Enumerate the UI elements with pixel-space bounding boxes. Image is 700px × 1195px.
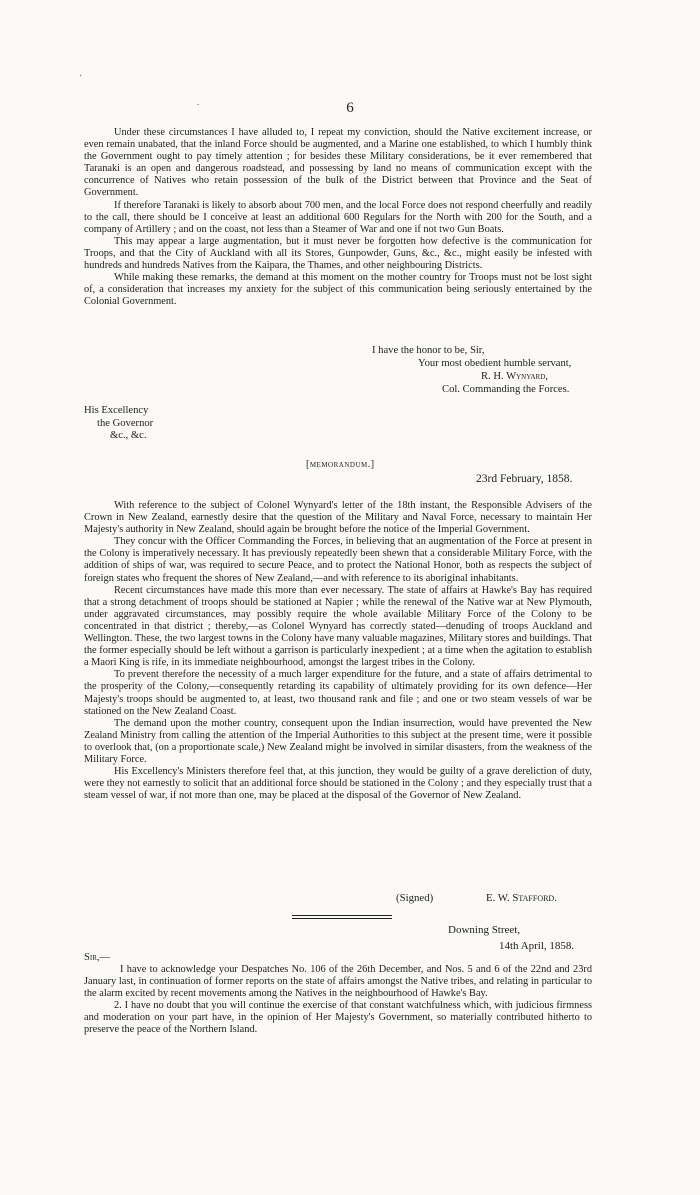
letter-closing <box>372 344 571 396</box>
signatory-name: R. H. Wynyard, <box>481 371 548 382</box>
signatory-title: Col. Commanding the Forces. <box>442 384 570 395</box>
memo-paragraph: To prevent therefore the necessity of a much larger expenditure for the future, and a state of affairs detrimental to the prosperity of the Colony,—consequently retarding its capability of ultimately providing for its own defence—Her Majesty's troops should be augmented to, at least, two thousand rank and file ; and one or two steam vessels of war be stationed on the New Zealand Coast. <box>84 669 592 717</box>
memo-paragraph: Recent circumstances have made this more than ever necessary. The state of affairs at Hawke's Bay has required that a strong detachment of troops should be stationed at Napier ; while the renewal of the Native war at New Plymouth, under aggravated circumstances, may possibly require the whole available Military Force of the Colony to be concentrated in that district ; thereby,—as Colonel Wynyard has correctly stated—denuding of troops Auckland and Wellington. These, the two largest towns in the Colony have many valuable magazines, Military stores and buildings. That the former especially should be left without a garrison is particularly inexpedient ; at a time when the agitation to establish a Maori King is rife, in its immediate neighbourhood, amongst the largest tribes in the Colony. <box>84 584 592 669</box>
dispatch-paragraph: 2. I have no doubt that you will continue the exercise of that constant watchfulness which, with judicious firmness and moderation on your part have, in the opinion of Her Majesty's Government, so materially contributed hitherto to preserve the peace of the Northern Island. <box>84 1000 592 1036</box>
section-divider <box>292 915 392 916</box>
memorandum-heading: [memorandum.] <box>306 459 375 470</box>
dispatch-date: 14th April, 1858. <box>499 940 575 952</box>
addressee-line: the Governor <box>97 417 154 429</box>
closing-line: Your most obedient humble servant, <box>418 358 572 369</box>
dispatch-body <box>84 964 592 1037</box>
salutation: Sir,— <box>84 952 111 963</box>
signed-label: (Signed) <box>396 892 434 904</box>
letter-paragraph: Under these circumstances I have alluded to, I repeat my conviction, should the Native excitement increase, or even remain unabated, that the inland Force should be augmented, and a Marine one established, to which I humbly think the Government ought to pay timely attention ; for besides these Military considerations, be it ever remembered that Taranaki is an open and dangerous roadstead, and possessing by land no means of communication except with the concurrence of Natives who retain possession of the bulk of the District between that Province and the Seat of Government. <box>84 127 592 199</box>
signed-name: E. W. Stafford. <box>486 892 557 904</box>
dispatch-paragraph: I have to acknowledge your Despatches No. 106 of the 26th December, and Nos. 5 and 6 of the 22nd and 23rd January last, in continuation of former reports on the state of affairs amongst the Native tribes, and relating in particular to the alarm excited by recent movements among the Natives in the neighbourhood of Hawke's Bay. <box>84 964 592 1000</box>
letter-paragraph: While making these remarks, the demand at this moment on the mother country for Troops must not be lost sight of, a consideration that increases my anxiety for the subject of this communication being seriously entertained by the Colonial Government. <box>84 272 592 308</box>
addressee-line: &c., &c. <box>110 430 147 441</box>
letter-paragraph: If therefore Taranaki is likely to absorb about 700 men, and the local Force does not respond cheerfully and readily to the call, there should be I conceive at least an additional 600 Regulars for the North with 200 for the South, and a company of Artillery ; and on the coast, not less than a Steamer of War and one if not two Gun Boats. <box>84 199 592 235</box>
page-number: 6 <box>346 100 354 116</box>
letter-body <box>84 127 592 308</box>
section-divider <box>292 918 392 919</box>
closing-line: I have the honor to be, Sir, <box>372 345 485 356</box>
margin-mark: . <box>197 97 200 107</box>
dispatch-header <box>448 922 574 954</box>
memo-paragraph: They concur with the Officer Commanding the Forces, in believing that an augmentation of the Force at present in the Colony is imperatively necessary. It has previously repeatedly been shewn that a considerable Military Force, with the addition of ships of war, was required to secure Peace, and to protect the National Honor, both as respects the subject of foreign states who frequent the shores of New Zealand,—and with reference to its aboriginal inhabitants. <box>84 536 592 584</box>
memo-paragraph: The demand upon the mother country, consequent upon the Indian insurrection, would have prevented the New Zealand Ministry from calling the attention of the Imperial Authorities to this subject at the present time, were it possible to overlook that, (on a proportionate scale,) New Zealand might be involved in similar disasters, from the weakness of the Military Force. <box>84 717 592 765</box>
dispatch-place: Downing Street, <box>448 924 521 936</box>
memorandum-body <box>84 500 592 802</box>
margin-mark: ' <box>80 73 82 83</box>
memorandum-date: 23rd February, 1858. <box>476 473 573 485</box>
memo-paragraph: His Excellency's Ministers therefore feel that, at this junction, they would be guilty of a grave dereliction of duty, were they not earnestly to solicit that an additional force should be stationed in the Colony ; and they especially trust that a steam vessel of war, if not more than one, may be placed at the disposal of the Governor of New Zealand. <box>84 766 592 802</box>
addressee-line: His Excellency <box>84 405 149 416</box>
addressee <box>84 405 153 443</box>
memo-paragraph: With reference to the subject of Colonel Wynyard's letter of the 18th instant, the Responsible Advisers of the Crown in New Zealand, earnestly desire that the question of the Military and Naval Force, necessary to maintain Her Majesty's authority in New Zealand, should again be brought before the notice of the Imperial Government. <box>84 500 592 536</box>
letter-paragraph: This may appear a large augmentation, but it must never be forgotten how defective is the communication for Troops, and that the City of Auckland with all its Stores, Gunpowder, Guns, &c., &c., might easily be infested with hundreds and hundreds Natives from the Kaipara, the Thames, and other neighbouring Districts. <box>84 235 592 272</box>
